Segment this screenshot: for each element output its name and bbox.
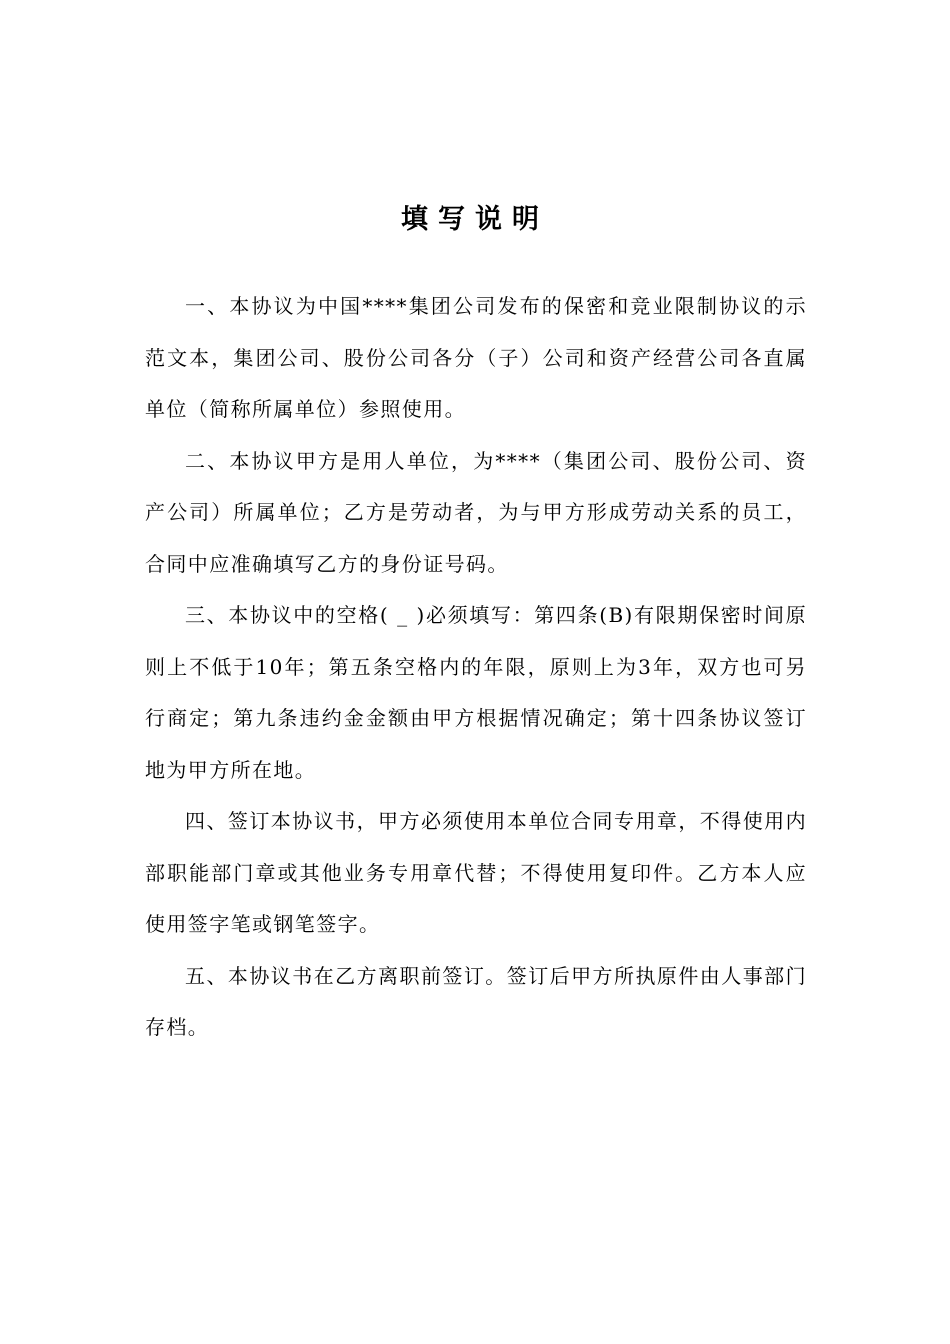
instructions-body xyxy=(145,281,807,1054)
instruction-paragraph-5: 五、本协议书在乙方离职前签订。签订后甲方所执原件由人事部门存档。 xyxy=(145,963,807,1039)
instruction-paragraph-3: 三、本协议中的空格( _ )必须填写：第四条(B)有限期保密时间原则上不低于10年；第五条空格内的年限，原则上为3年，双方也可另行商定；第九条违约金金额由甲方根据情况确定；第十四条协议签订地为甲方所在地。 xyxy=(145,603,807,782)
instruction-paragraph-1: 一、本协议为中国****集团公司发布的保密和竞业限制协议的示范文本，集团公司、股份公司各分（子）公司和资产经营公司各直属单位（简称所属单位）参照使用。 xyxy=(145,294,807,421)
instruction-paragraph-2: 二、本协议甲方是用人单位，为****（集团公司、股份公司、资产公司）所属单位；乙方是劳动者，为与甲方形成劳动关系的员工，合同中应准确填写乙方的身份证号码。 xyxy=(145,448,807,576)
instruction-paragraph-4: 四、签订本协议书，甲方必须使用本单位合同专用章，不得使用内部职能部门章或其他业务专用章代替；不得使用复印件。乙方本人应使用签字笔或钢笔签字。 xyxy=(145,809,807,936)
page-title: 填写说明 xyxy=(401,204,549,235)
